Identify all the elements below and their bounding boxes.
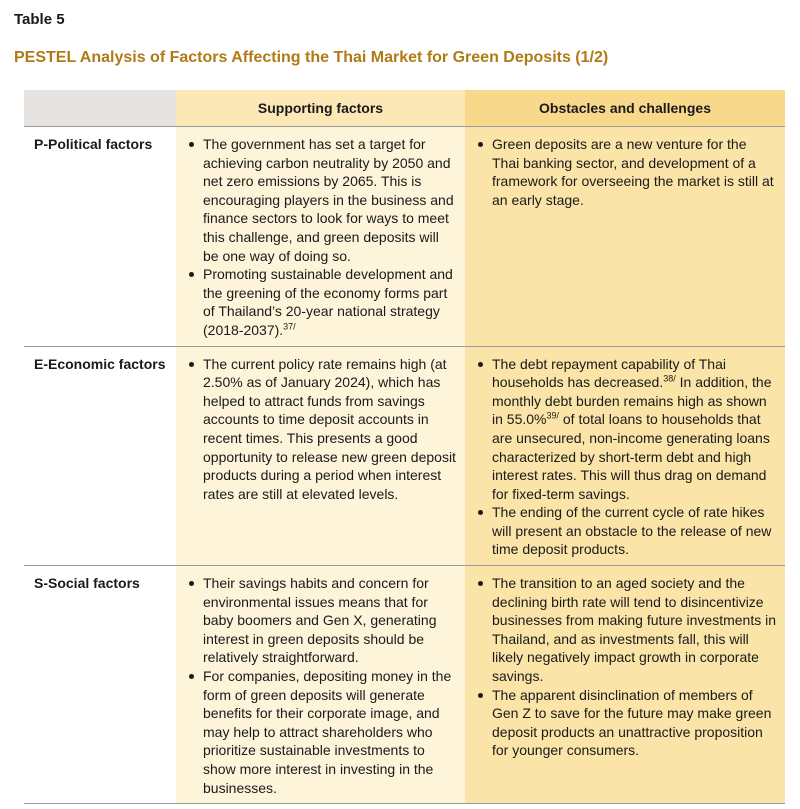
list-item [186, 135, 457, 265]
obstacles-cell [465, 127, 785, 347]
bullet-text: Their savings habits and concern for environmental issues means that for baby boomers and Gen X, generating interest in green deposits should be relatively straightforward. [203, 575, 437, 666]
list-item [475, 135, 777, 209]
obstacles-list [475, 355, 777, 560]
supporting-list [186, 135, 457, 340]
list-item [475, 503, 777, 559]
bullet-text: The ending of the current cycle of rate hikes will present an obstacle to the release of new time deposit products. [492, 504, 772, 558]
obstacles-cell [465, 346, 785, 566]
footnote-ref: 38/ [663, 373, 676, 384]
header-factor [24, 90, 176, 127]
list-item [475, 574, 777, 686]
obstacles-list [475, 574, 777, 760]
bullet-text: For companies, depositing money in the form of green deposits will generate benefits for their corporate image, and may help to attract shareholders who prioritize sustainable investments to show more interest in investing in the businesses. [203, 668, 452, 796]
factor-label: P-Political factors [24, 127, 176, 347]
supporting-list [186, 574, 457, 797]
bullet-text: The debt repayment capability of Thai households has decreased. [492, 355, 726, 391]
header-obstacles-challenges: Obstacles and challenges [465, 90, 785, 127]
factor-label: E-Economic factors [24, 346, 176, 566]
supporting-cell [176, 346, 465, 566]
bullet-text: The transition to an aged society and the declining birth rate will tend to disincentivize businesses from making future investments in Thailand, and as investments fall, this will likely negatively impact growth in corporate savings. [492, 575, 777, 685]
list-item [186, 355, 457, 504]
footnote-ref: 37/ [283, 321, 296, 332]
table-title: PESTEL Analysis of Factors Affecting the Thai Market for Green Deposits (1/2) [14, 49, 609, 66]
pestel-table [24, 90, 785, 804]
table-row [24, 346, 785, 566]
supporting-cell [176, 127, 465, 347]
footnote-ref: 39/ [546, 410, 559, 421]
header-supporting-factors: Supporting factors [176, 90, 465, 127]
bullet-text: of total loans to households that are unsecured, non-income generating loans characterized by short-term debt and high interest rates. This will thus drag on demand for fixed-term savings. [492, 411, 770, 502]
bullet-text: Promoting sustainable development and the greening of the economy forms part of Thailand’s 20-year national strategy (2018-2037). [203, 266, 453, 338]
list-item [475, 355, 777, 504]
bullet-text: The apparent disinclination of members of Gen Z to save for the future may make green deposit products an unattractive proposition for younger consumers. [492, 686, 772, 759]
supporting-list [186, 355, 457, 504]
list-item [475, 686, 777, 760]
obstacles-list [475, 135, 777, 209]
bullet-text: Green deposits are a new venture for the Thai banking sector, and development of a framework for overseeing the market is still at an early stage. [492, 136, 774, 208]
obstacles-cell [465, 566, 785, 804]
bullet-text: In addition, the monthly debt burden remains high as shown in 55.0% [492, 374, 772, 428]
table-row [24, 566, 785, 804]
list-item [186, 265, 457, 339]
factor-label: S-Social factors [24, 566, 176, 804]
supporting-cell [176, 566, 465, 804]
header-row [24, 90, 785, 127]
list-item [186, 667, 457, 797]
table-row [24, 127, 785, 347]
bullet-text: The government has set a target for achieving carbon neutrality by 2050 and net zero emissions by 2065. This is encouraging players in the business and finance sectors to look for ways to meet this challenge, and green deposits will be one way of doing so. [203, 136, 454, 264]
list-item [186, 574, 457, 667]
bullet-text: The current policy rate remains high (at 2.50% as of January 2024), which has helped to attract funds from savings accounts to time deposit accounts in recent times. This presents a good opportunity to release new green deposit products during a period when interest rates are still at elevated levels. [203, 355, 456, 502]
table-label: Table 5 [14, 11, 65, 28]
